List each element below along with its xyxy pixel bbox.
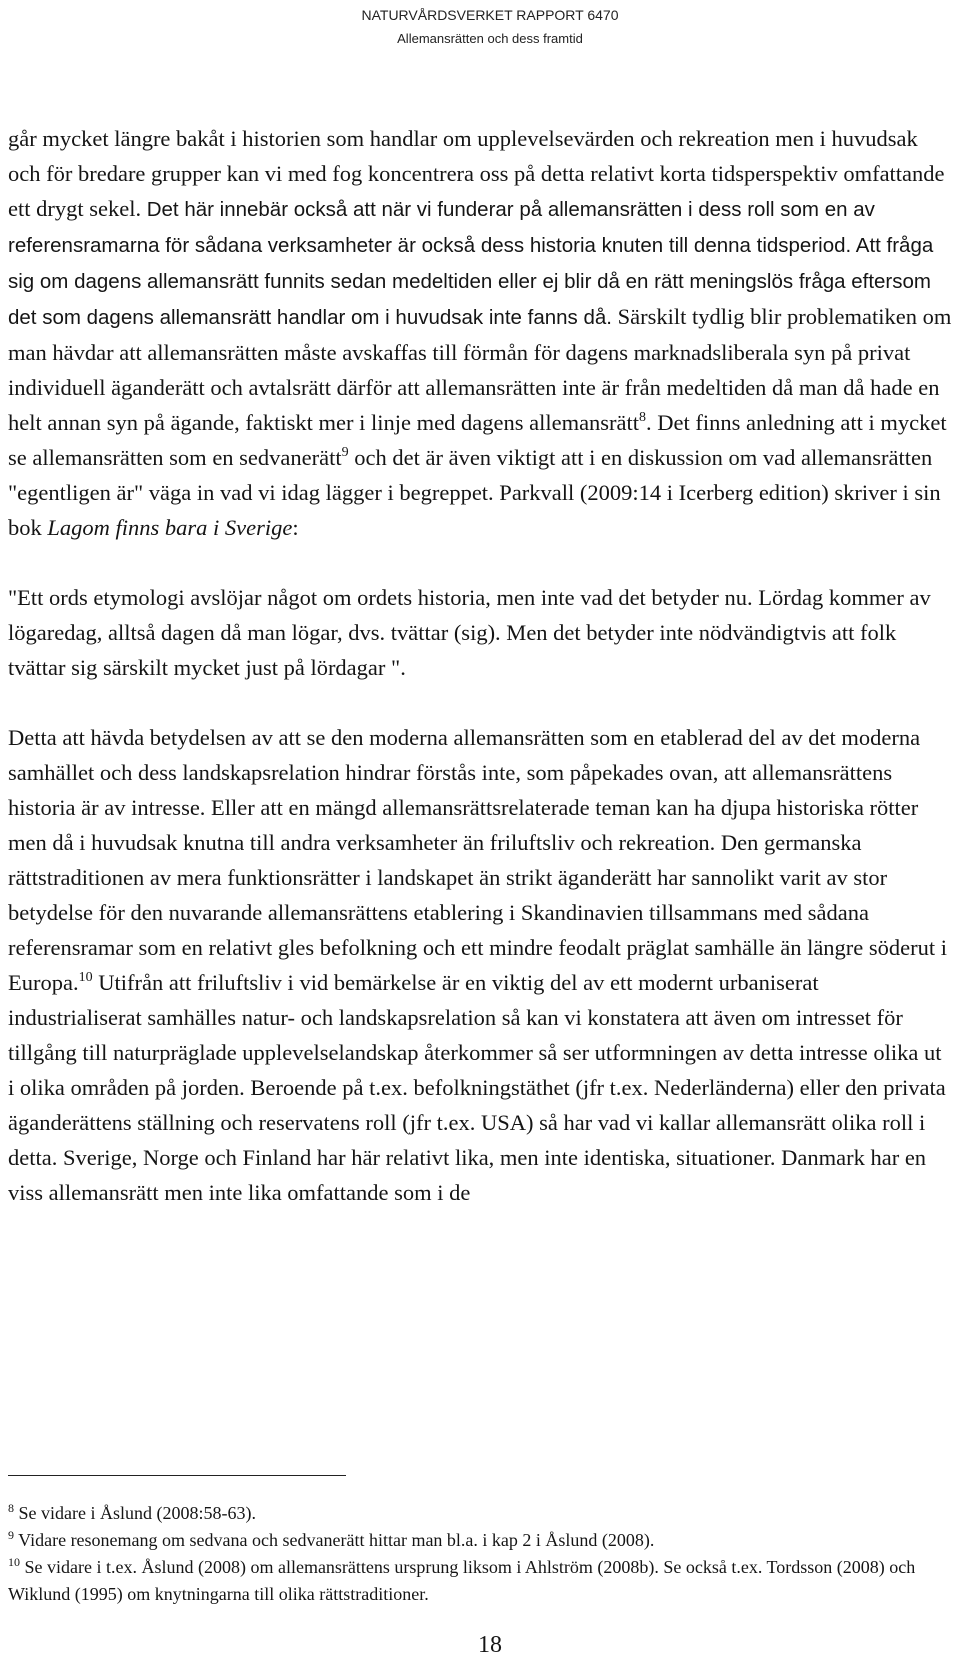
paragraph-1-part-a: går mycket längre bakåt i historien som handlar om upplevelsevärden och rekreation men i huvudsak och för bredare grupper kan vi med fog koncentrera oss på detta relativt korta tidsperspektiv omfattande ett drygt sekel. [8,126,945,221]
paragraph-3 [8,720,952,1210]
report-subtitle: Allemansrätten och dess framtid [397,31,583,46]
book-title: Lagom finns bara i Sverige [47,515,293,540]
footnote-10 [8,1554,952,1608]
footnote-divider [8,1475,346,1476]
footnote-text: Se vidare i t.ex. Åslund (2008) om allemansrättens ursprung liksom i Ahlström (2008b). Se också t.ex. Tordsson (2008) och Wiklund (1995) om knytningarna till olika rättstraditioner. [8,1557,916,1604]
footnote-number: 9 [8,1528,14,1542]
footnote-ref-9[interactable]: 9 [341,445,349,460]
footnote-ref-10[interactable]: 10 [78,970,93,985]
paragraph-1-part-b: Det här innebär också att när vi funderar på allemansrätten i dess roll som en av referensramarna för sådana verksamheter är också dess historia knuten till denna tidsperiod. Att fråga sig om dagens allemansrätt funnits sedan medeltiden eller ej blir då en rätt meningslös fråga eftersom det som dagens allemansrätt handlar om i huvudsak inte fanns då. [8,198,934,329]
paragraph-3-part-b: Utifrån att friluftsliv i vid bemärkelse är en viktig del av ett modernt urbaniserat industrialiserat samhälles natur- och landskapsrelation så kan vi konstatera att även om intresset för tillgång till naturpräglade upplevelselandskap återkommer så ser utformningen av detta intresse olika ut i olika områden på jorden. Beroende på t.ex. befolkningstäthet (jfr t.ex. Nederländerna) eller den privata äganderättens ställning och reservatens roll (jfr t.ex. USA) så har vad vi kallar allemansrätt olika roll i detta. Sverige, Norge och Finland har här relativt lika, men inte identiska, situationer. Danmark har en viss allemansrätt men inte lika omfattande som i de [8,970,946,1205]
page-header [0,4,960,50]
paragraph-3-part-a: Detta att hävda betydelsen av att se den moderna allemansrätten som en etablerad del av det moderna samhället och dess landskapsrelation hindrar förstås inte, som påpekades ovan, att allemansrättens historia är av intresse. Eller att en mängd allemansrättsrelaterade teman kan ha djupa historiska rötter men då i huvudsak knutna till andra verksamheter än friluftsliv och rekreation. Den germanska rättstraditionen av mera funktionsrätter i landskapet än strikt äganderätt har sannolikt varit av stor betydelse för den nuvarande allemansrättens etablering i Skandinavien tillsammans med sådana referensramar som en relativt gles befolkning och ett mindre feodalt präglat samhälle än längre söderut i Europa. [8,725,948,995]
page-number-label: 18 [478,1632,502,1658]
footnote-number: 10 [8,1555,20,1569]
paragraph-1-part-d: . Det finns anledning att i mycket se allemansrätten som en sedvanerätt [8,410,947,470]
footnote-number: 8 [8,1501,14,1515]
paragraph-1 [8,121,952,545]
report-title: NATURVÅRDSVERKET RAPPORT 6470 [361,7,619,23]
footnotes [8,1500,952,1608]
paragraph-1-part-c: Särskilt tydlig blir problematiken om man hävdar att allemansrätten måste avskaffas till förmån för dagens marknadsliberala syn på privat individuell äganderätt och avtalsrätt därför att allemansrätten inte är från medeltiden då man då hade en helt annan syn på ägande, faktiskt mer i linje med dagens allemansrätt [8,304,952,435]
paragraph-1-part-e: och det är även viktigt att i en diskussion om vad allemansrätten "egentligen är" väga in vad vi idag lägger i begreppet. Parkvall (2009:14 i Icerberg edition) skriver i sin bok [8,445,941,540]
footnote-ref-8[interactable]: 8 [639,410,647,425]
footnote-9 [8,1527,952,1554]
footnote-text: Vidare resonemang om sedvana och sedvanerätt hittar man bl.a. i kap 2 i Åslund (2008). [14,1530,655,1550]
footnote-8 [8,1500,952,1527]
body-text [8,121,952,1210]
page-number [0,1632,960,1659]
footnote-text: Se vidare i Åslund (2008:58-63). [14,1503,256,1523]
paragraph-1-part-f: : [292,515,299,540]
block-quote: "Ett ords etymologi avslöjar något om ordets historia, men inte vad det betyder nu. Lördag kommer av lögaredag, alltså dagen då man lögar, dvs. tvättar (sig). Men det betyder inte nödvändigtvis att folk tvättar sig särskilt mycket just på lördagar ". [8,585,931,680]
